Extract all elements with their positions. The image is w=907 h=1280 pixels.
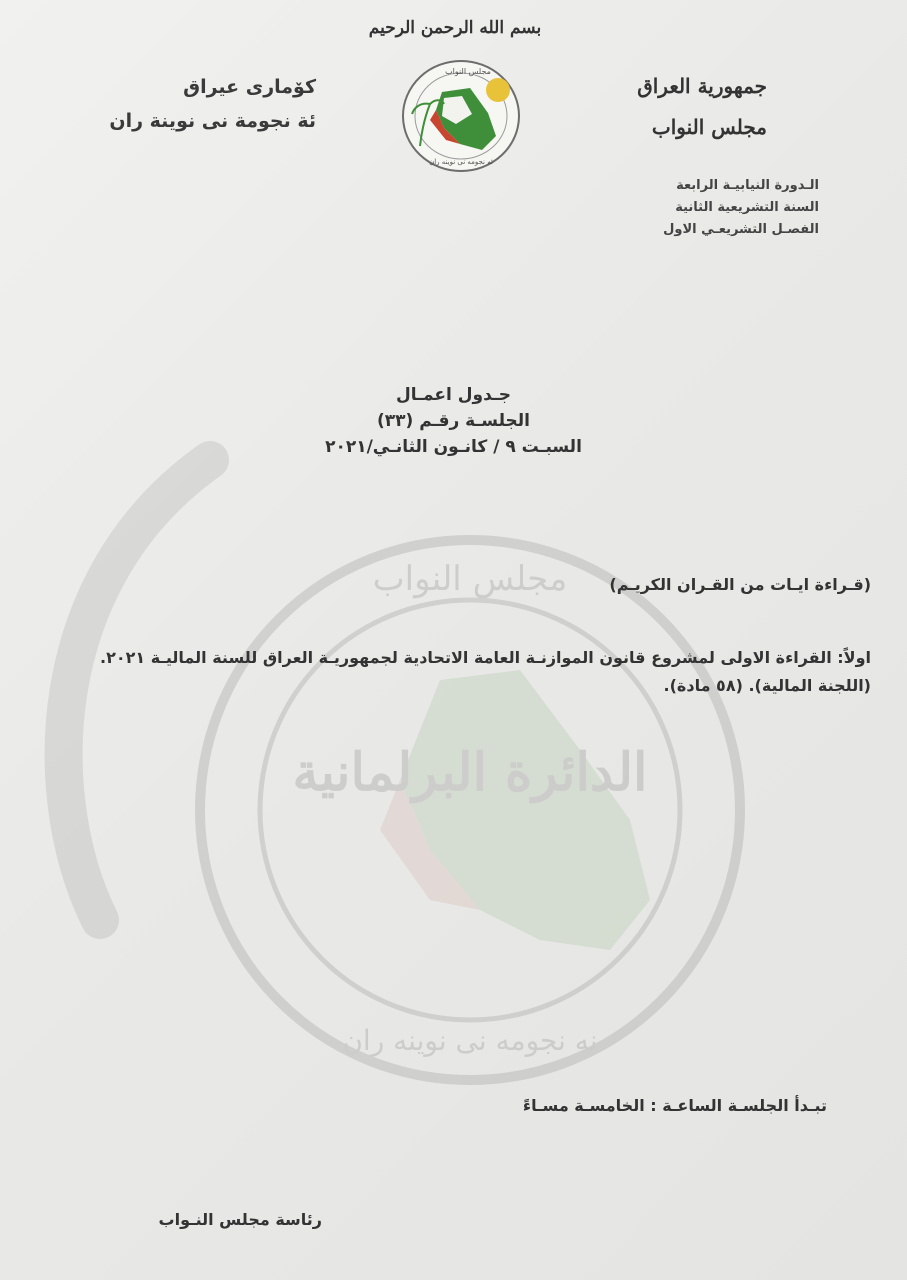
session-start-time: تبـدأ الجلسـة الساعـة : الخامسـة مسـاءً [522,1096,827,1115]
session-date: السبـت ٩ / كانـون الثانـي/٢٠٢١ [325,437,582,457]
watermark-center-text: الدائرة البرلمانية [292,742,648,803]
parliament-seal-watermark [180,520,760,1100]
agenda-item-first-line-1: اولاً: القراءة الاولى لمشروع قانون الموازنـة العامة الاتحادية لجمهوريـة العراق للسنة الماليـة ٢٠٢١. [100,648,871,667]
side-watermark-stamp [40,420,240,940]
header-republic-of-iraq: جمهورية العراق [637,74,767,98]
term-info-line-3: الفصـل التشريعـي الاول [663,222,819,237]
term-info-line-2: السنة التشريعية الثانية [675,200,819,215]
header-kurdish-republic: كۆمارى عيراق [183,76,316,98]
logo-bottom-text: ئه نجومه نى نوينه ران [429,158,493,166]
watermark-ring-bottom: نه نجومه نى نوينه ران [342,1024,598,1057]
watermark-ring-top: مجلس النواب [372,559,568,599]
signature-presidency: رئاسة مجلس النـواب [158,1210,322,1229]
session-number: الجلسـة رقـم (٣٣) [376,411,531,431]
agenda-item-quran: (قـراءة ايـات من القـران الكريـم) [609,575,871,594]
logo-top-text: مجلس النواب [445,67,491,76]
parliament-logo [400,58,522,174]
agenda-item-first-line-2: (اللجنة المالية). (٥٨ مادة). [663,676,871,695]
agenda-title: جـدول اعمـال [396,385,511,405]
term-info-line-1: الـدورة النيابيـة الرابعة [676,178,819,193]
basmala: بسم الله الرحمن الرحيم [368,18,542,38]
header-kurdish-council: ئة نجومة نى نوينة ران [109,110,316,132]
header-council-of-representatives: مجلس النواب [651,115,767,139]
